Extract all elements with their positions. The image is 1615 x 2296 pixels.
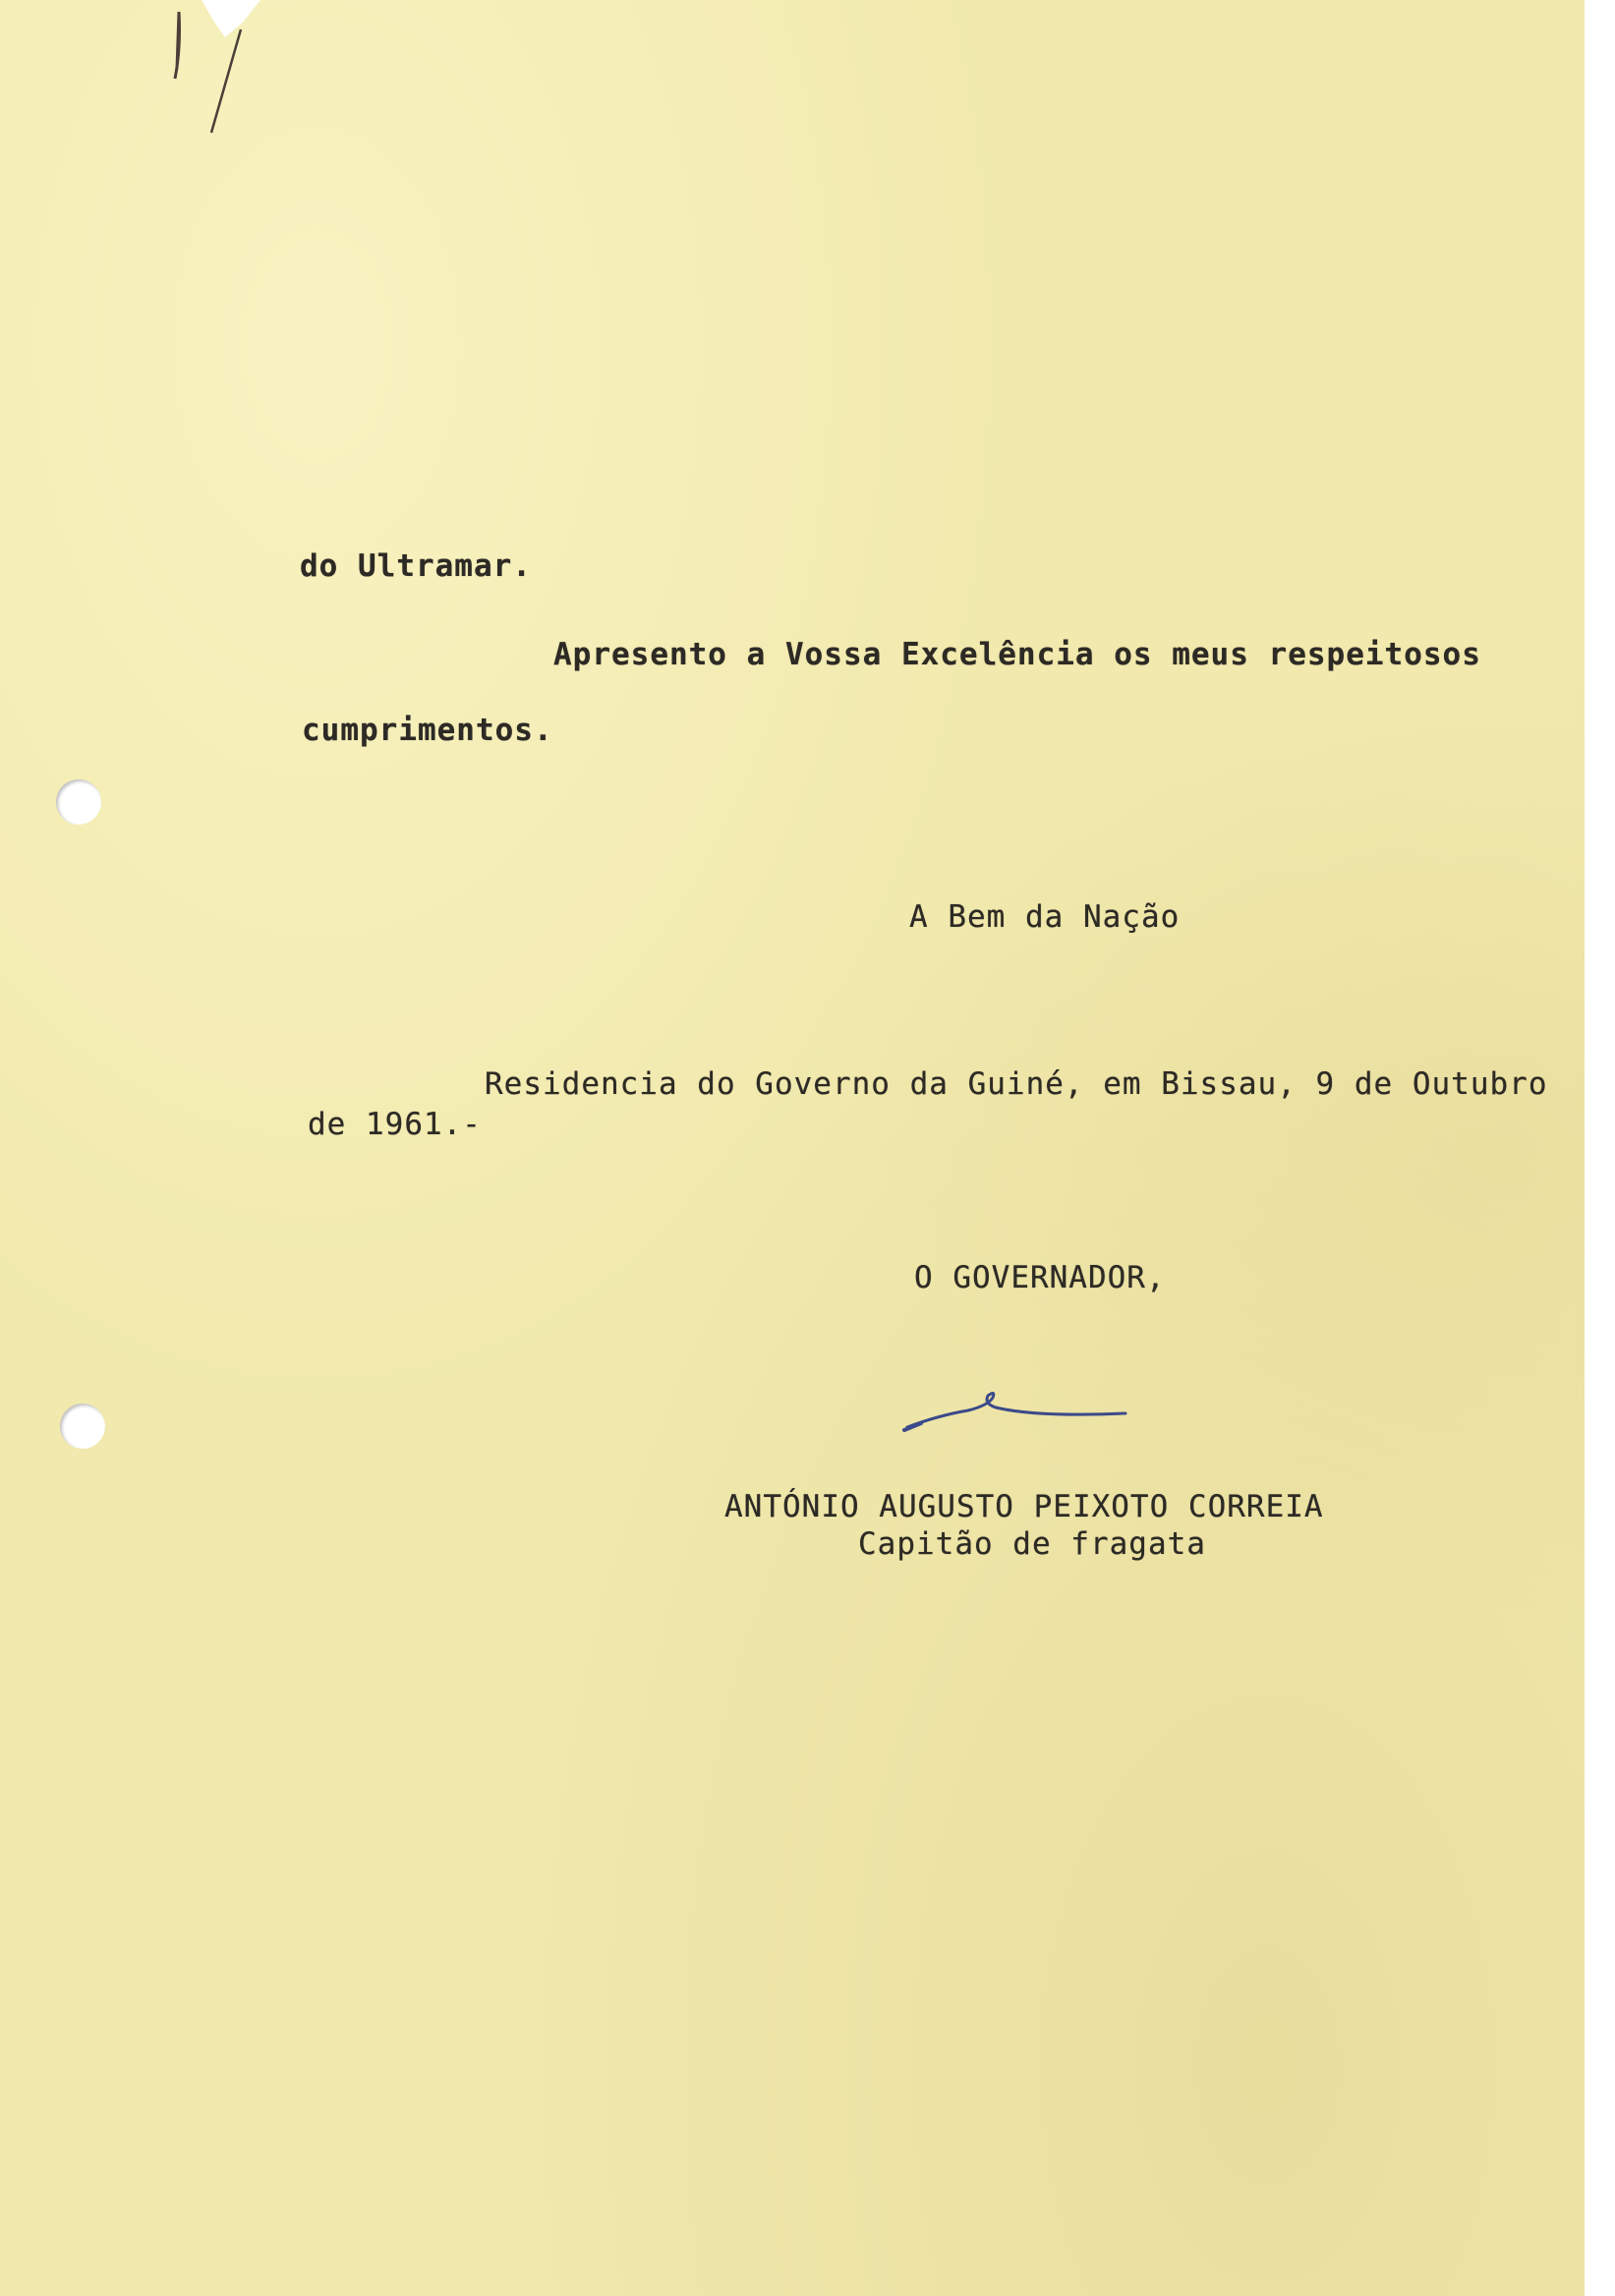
signatory-rank: Capitão de fragata [858,1526,1206,1562]
page-margin [1585,0,1615,2296]
letter-line-3: cumprimentos. [302,713,553,748]
letter-closing: A Bem da Nação [909,899,1181,935]
punch-hole-bottom [60,1404,105,1449]
pen-mark [167,10,256,138]
place-date-line-2: de 1961.- [308,1107,482,1142]
signatory-name: ANTÓNIO AUGUSTO PEIXOTO CORREIA [724,1489,1324,1524]
punch-hole-top [56,779,101,825]
place-date-line-1: Residencia do Governo da Guiné, em Bissau, 9 de Outubro [485,1066,1548,1102]
handwritten-signature [899,1376,1135,1445]
letter-line-2: Apresento a Vossa Excelência os meus respeitosos [553,637,1481,672]
signatory-title: O GOVERNADOR, [914,1260,1166,1295]
letter-line-1: do Ultramar. [300,548,532,584]
